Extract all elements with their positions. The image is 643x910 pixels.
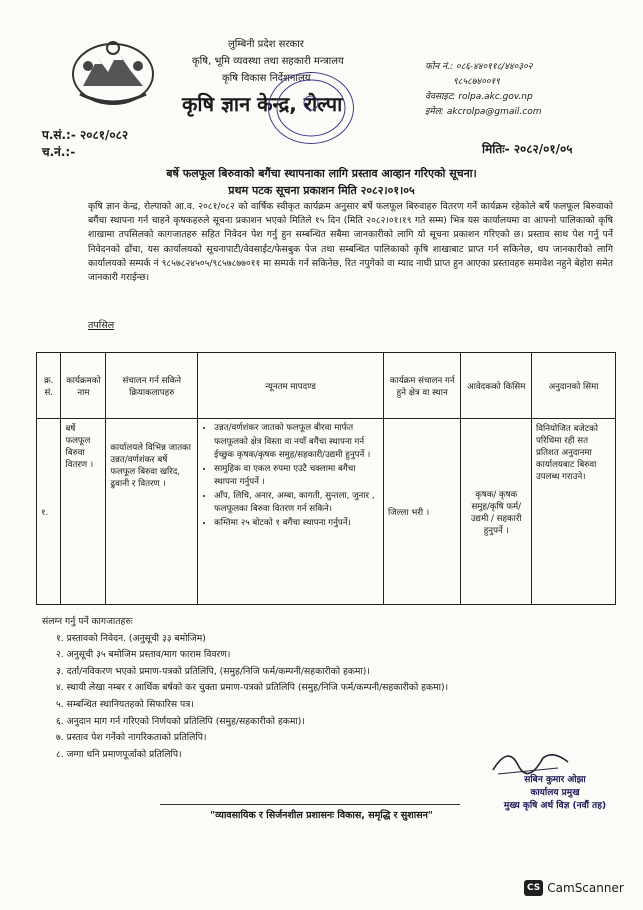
- body-paragraph: कृषि ज्ञान केन्द्र, रोल्पाको आ.व. २०८१/०८२ को वार्षिक स्वीकृत कार्यक्रम अनुसार बर्षे फलफूल बिरुवाहरु वितरण गर्ने कार्यक्रम रहेकोले बर्षे फलफूल बिरुवाको बगैंचा स्थापना गर्न चाहने कृषकहरुले सूचना प्रकाशन भएको मितिले १५ दिन (मिति २०८२।०१।१९ गते सम्म) भित्र यस कार्यालयमा वा आफ्नो पालिकाको कृषि शाखामा तपसिलको कागजातहरु सहित निवेदन पेश गर्नु हुन सम्बन्धित सबैमा जानकारीको लागि यो सूचना प्रकाशन गरिएको छ। प्रस्ताव साथ पेश गर्नु पर्ने निवेदनको ढाँचा, यस कार्यालयको सूचनापाटी/वेवसाईट/फेसबुक पेज तथा सम्बन्धित पालिकाको कृषि शाखाबाट प्राप्त गर्न सकिनेछ, थप जानकारीको लागि कार्यालयको सम्पर्क नं ९८५७८२४५०५/९८५७८७७०११ मा सम्पर्क गर्न सकिनेछ, रित नपुगेको वा म्याद नाघी प्राप्त हुन आएका प्रस्तावहरु समावेश नहुने बेहोरा समेत जानकारी गराईन्छ।: [88, 201, 613, 284]
- criteria-item: • कम्तिमा २५ बोटको १ बगैंचा स्थापना गर्नुपर्ने।: [214, 517, 379, 531]
- col-header-program: कार्यक्रमको नाम: [61, 353, 106, 419]
- documents-heading: संलग्न गर्नु पर्ने कागजातहरुः: [42, 616, 133, 627]
- document-item: ७. प्रस्ताव पेश गर्नेको नागरिकताको प्रतिलिपि।: [56, 732, 207, 744]
- footer-motto: "व्यावसायिक र सिर्जनशील प्रशासनः विकास, समृद्धि र सुशासन": [210, 810, 433, 821]
- letterhead-line1: लुम्बिनी प्रदेश सरकार: [228, 39, 304, 50]
- document-item: २. अनुसूची ३५ बमोजिम प्रस्ताव/माग फाराम विवरण।: [56, 649, 231, 661]
- camscanner-text: CamScanner: [547, 881, 624, 895]
- col-header-applicant: आवेदकको किसिम: [461, 353, 532, 419]
- signatory-designation: कार्यालय प्रमुख: [530, 788, 580, 798]
- signatory-name: सबिन कुमार ओझा: [524, 775, 586, 785]
- letterhead-line2: कृषि, भूमि व्यवस्था तथा सहकारी मन्त्रालय: [192, 56, 344, 67]
- col-header-sn: क्र. सं.: [37, 353, 61, 419]
- cell-activity: कार्यालयले विभिन्न जातका उन्नत/वर्णशंकर बर्षे फलफूल बिरुवा खरिद, ढुवानी र वितरण ।: [106, 419, 198, 605]
- criteria-item: • आँप, लिचि, अनार, अम्बा, कागती, सुन्तला, जुनार , फलफूलका बिरुवा वितरण गर्न सकिने।: [214, 490, 379, 517]
- contact-block: [425, 60, 542, 120]
- table-header-row: [37, 353, 616, 419]
- cell-grant: विनियोजित बजेटको परिधिमा रही सत प्रतिशत अनुदानमा कार्यालयबाट बिरुवा उपलब्ध गराउने।: [532, 419, 616, 605]
- document-item: १. प्रस्तावको निवेदन. (अनुसूची ३३ बमोजिम): [56, 632, 206, 644]
- ref-number: प.सं.:- २०८१/०८२: [42, 128, 129, 142]
- letterhead-line3: कृषि विकास निर्देशनालय: [222, 73, 311, 84]
- tapsil-label: तपसिल: [88, 320, 115, 331]
- col-header-activity: संचालन गर्न सकिने क्रियाकलापहरु: [106, 353, 198, 419]
- document-item: ५. सम्बन्धित स्थानियतहको सिफारिस पत्र।: [56, 698, 194, 710]
- web-label: वेवसाइट:: [425, 92, 456, 102]
- camscanner-watermark: [524, 880, 624, 896]
- footer-rule: [160, 804, 460, 805]
- notice-subtitle: प्रथम पटक सूचना प्रकाशन मिति २०८२।०१।०५: [228, 184, 415, 197]
- col-header-grant: अनुदानको सिमा: [532, 353, 616, 419]
- document-item: ३. दर्ता/नविकरण भएको प्रमाण-पत्रको प्रतिलिपि, (समुह/निजि फर्म/कम्पनी/सहकारीको हकमा)।: [56, 665, 370, 677]
- cell-location: जिल्ला भरी ।: [384, 419, 461, 605]
- criteria-item: • सामुहिक वा एकल रुपमा एउटै चक्लामा बगैंचा स्थापना गर्नुपर्ने ।: [214, 463, 379, 490]
- website: rolpa.akc.gov.np: [458, 92, 533, 102]
- office-title: कृषि ज्ञान केन्द्र, रोल्पा: [182, 92, 343, 116]
- signatory-role: मुख्य कृषि अर्थ विज्ञ (नवौं तह): [503, 801, 607, 811]
- email-label: इमेल:: [425, 107, 444, 117]
- table-row: [37, 419, 616, 605]
- document-item: ६. अनुदान माग गर्न गरिएको निर्णयको प्रतिलिपि (समुह/सहकारीको हकमा)।: [56, 715, 305, 727]
- criteria-item: • उन्नत/वर्णशंकर जातको फलफूल बीरवा मार्फत फलफूलको क्षेत्र विस्ता वा नयाँ बगैंचा स्थापना गर्न ईच्छुक कृषक/कृषक समुह/सहकारी/उद्यमी हुनुपर्ने ।: [214, 422, 379, 463]
- cell-program: बर्षे फलफूल बिरुवा वितरण ।: [61, 419, 106, 605]
- notice-date: मितिः- २०८२/०१/०५: [482, 142, 573, 156]
- col-header-criteria: न्यूनतम मापदण्ड: [198, 353, 384, 419]
- cell-applicant: कृषक/ कृषक समुह/कृषि फर्म/उद्यमी / सहकारी हुनुपर्ने ।: [461, 419, 532, 605]
- cell-criteria: [198, 419, 384, 605]
- office-seal-icon: [268, 72, 354, 144]
- camscanner-logo-icon: CS: [524, 880, 543, 896]
- cell-sn: १.: [37, 419, 61, 605]
- dispatch-number: च.नं.:-: [42, 145, 76, 159]
- nepal-emblem-icon: [68, 36, 158, 108]
- program-table: [36, 352, 616, 605]
- col-header-location: कार्यक्रम संचालन गर्न हुने क्षेत्र वा स्थान: [384, 353, 461, 419]
- phone-label: फोन नं.:: [425, 62, 454, 72]
- phone-number: ०८६-४४०११८/४४०३०२: [455, 62, 533, 72]
- email: akcrolpa@gmail.com: [446, 107, 542, 117]
- notice-title: बर्षे फलफूल बिरुवाको बगैंचा स्थापनाका लागि प्रस्ताव आव्हान गरिएको सूचना।: [166, 167, 477, 180]
- mobile-number: ९८५८७४००१९: [453, 77, 500, 87]
- document-item: ४. स्थायी लेखा नम्बर र आर्थिक बर्षको कर चुक्ता प्रमाण-पत्रको प्रतिलिपि (समुह/निजि फर्म/कम्पनी/सहकारीको हकमा)।: [56, 682, 449, 694]
- document-item: ८. जग्गा धनि प्रमाणपूर्जाको प्रतिलिपि।: [56, 748, 182, 760]
